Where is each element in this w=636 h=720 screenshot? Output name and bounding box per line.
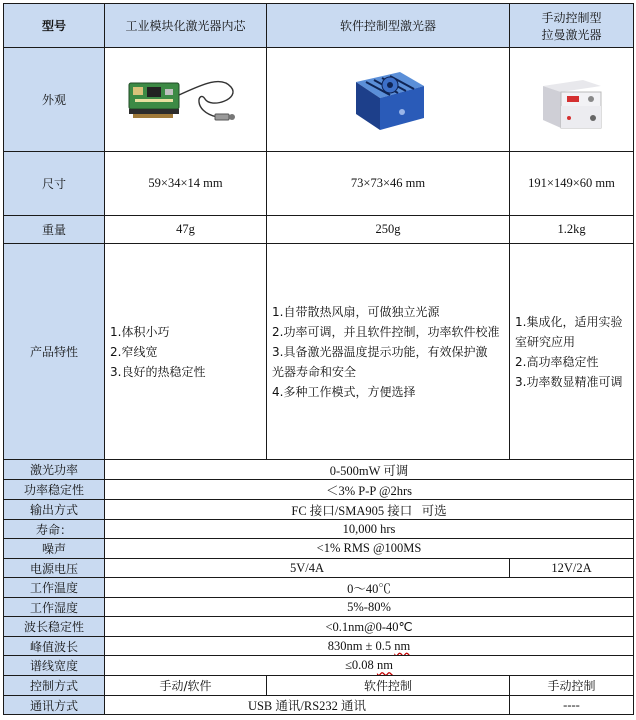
- row-work-humidity: [4, 598, 634, 617]
- header-col-manual-line1: 手动控制型: [541, 10, 602, 25]
- size-module: 59×34×14 mm: [105, 152, 267, 216]
- value-power-stability: ＜3% P-P @2hrs: [105, 480, 634, 500]
- row-peak-wavelength: [4, 637, 634, 656]
- image-software-laser: [267, 48, 510, 152]
- row-comm: [4, 696, 634, 715]
- peak-wavelength-unit: nm: [394, 638, 411, 653]
- size-manual: 191×149×60 mm: [510, 152, 634, 216]
- row-weight: [4, 216, 634, 244]
- feature-item: 3.良好的热稳定性: [110, 364, 206, 379]
- spec-table: [3, 3, 634, 715]
- header-col-module: 工业模块化激光器内芯: [105, 4, 267, 48]
- control-software: 软件控制: [267, 676, 510, 696]
- row-power-stability: [4, 480, 634, 500]
- value-voltage-a: 5V/4A: [105, 559, 510, 578]
- label-appearance: 外观: [4, 48, 105, 152]
- label-power-stability: 功率稳定性: [4, 480, 105, 500]
- label-features: 产品特性: [4, 244, 105, 460]
- value-comm-b: ----: [510, 696, 634, 715]
- row-control: [4, 676, 634, 696]
- label-noise: 噪声: [4, 539, 105, 559]
- weight-software: 250g: [267, 216, 510, 244]
- weight-manual: 1.2kg: [510, 216, 634, 244]
- value-linewidth: [105, 656, 634, 676]
- label-comm: 通讯方式: [4, 696, 105, 715]
- weight-module: 47g: [105, 216, 267, 244]
- feature-item: 2.窄线宽: [110, 344, 158, 359]
- value-voltage-b: 12V/2A: [510, 559, 634, 578]
- feature-item: 1.自带散热风扇，可做独立光源: [272, 304, 440, 319]
- label-output: 输出方式: [4, 500, 105, 520]
- feature-item: 2.功率可调，并且软件控制，功率软件校准: [272, 324, 500, 339]
- header-col-software: 软件控制型激光器: [267, 4, 510, 48]
- linewidth-unit: nm: [376, 658, 393, 672]
- label-control: 控制方式: [4, 676, 105, 696]
- linewidth-main: ≤0.08: [345, 658, 377, 672]
- row-work-temp: [4, 578, 634, 598]
- image-raman-laser: [510, 48, 634, 152]
- feature-item: 1.集成化，适用实验室研究应用: [515, 314, 623, 349]
- value-work-humidity: 5%-80%: [105, 598, 634, 617]
- label-work-humidity: 工作湿度: [4, 598, 105, 617]
- feature-item: 2.高功率稳定性: [515, 354, 599, 369]
- header-model-label: 型号: [4, 4, 105, 48]
- size-software: 73×73×46 mm: [267, 152, 510, 216]
- feature-item: 4.多种工作模式，方便选择: [272, 384, 416, 399]
- label-size: 尺寸: [4, 152, 105, 216]
- value-laser-power: 0-500mW 可调: [105, 460, 634, 480]
- row-wave-stability: [4, 617, 634, 637]
- label-work-temp: 工作温度: [4, 578, 105, 598]
- value-output: FC 接口/SMA905 接口 可选: [105, 500, 634, 520]
- label-laser-power: 激光功率: [4, 460, 105, 480]
- label-weight: 重量: [4, 216, 105, 244]
- raman-laser-image: [537, 68, 607, 132]
- row-lifetime: [4, 520, 634, 539]
- control-module: 手动/软件: [105, 676, 267, 696]
- value-work-temp: 0～40℃: [105, 578, 634, 598]
- peak-wavelength-main: 830nm ± 0.5: [327, 638, 395, 653]
- label-lifetime: 寿命：: [4, 520, 105, 539]
- feature-item: 3.具备激光器温度提示功能，有效保护激: [272, 344, 488, 359]
- row-voltage: [4, 559, 634, 578]
- feature-item: 光器寿命和安全: [272, 364, 357, 379]
- label-wave-stability: 波长稳定性: [4, 617, 105, 637]
- row-output: [4, 500, 634, 520]
- features-software: [267, 244, 510, 460]
- control-manual: 手动控制: [510, 676, 634, 696]
- row-linewidth: [4, 656, 634, 676]
- header-col-manual: [510, 4, 634, 48]
- feature-item: 1.体积小巧: [110, 324, 170, 339]
- features-module: [105, 244, 267, 460]
- value-comm-a: USB 通讯/RS232 通讯: [105, 696, 510, 715]
- value-wave-stability: <0.1nm@0-40℃: [105, 617, 634, 637]
- value-noise: <1% RMS @100MS: [105, 539, 634, 559]
- row-size: [4, 152, 634, 216]
- row-appearance: [4, 48, 634, 152]
- row-features: [4, 244, 634, 460]
- value-peak-wavelength: [105, 637, 634, 656]
- row-laser-power: [4, 460, 634, 480]
- value-lifetime: 10,000 hrs: [105, 520, 634, 539]
- features-manual: [510, 244, 634, 460]
- label-peak-wavelength: 峰值波长: [4, 637, 105, 656]
- software-laser-image: [338, 60, 438, 140]
- row-noise: [4, 539, 634, 559]
- module-laser-image: [121, 65, 251, 135]
- feature-item: 3.功率数显精准可调: [515, 374, 623, 389]
- label-voltage: 电源电压: [4, 559, 105, 578]
- label-linewidth: 谱线宽度: [4, 656, 105, 676]
- header-row: [4, 4, 634, 48]
- image-module-laser: [105, 48, 267, 152]
- header-col-manual-line2: 拉曼激光器: [541, 27, 602, 42]
